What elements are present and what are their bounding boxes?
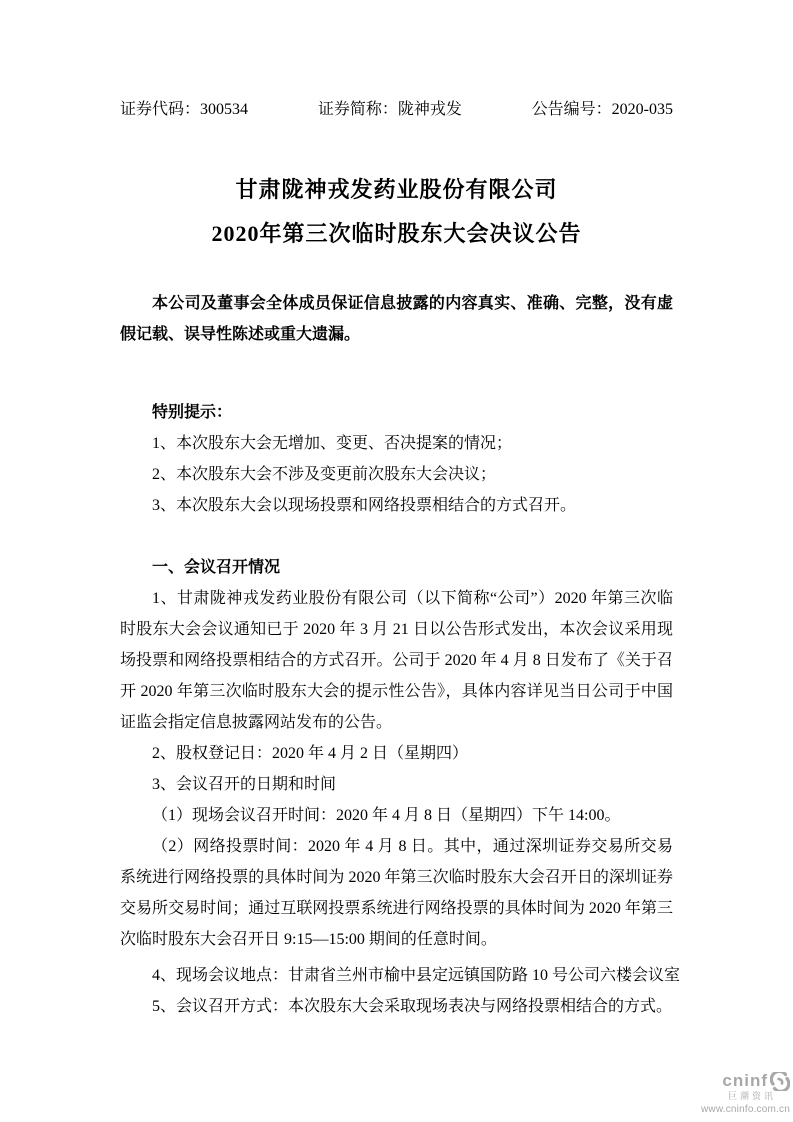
cninfo-name: 巨潮资讯 <box>727 1091 776 1102</box>
document-title-line2: 2020年第三次临时股东大会决议公告 <box>211 221 582 246</box>
special-notice-heading: 特别提示： <box>152 404 233 421</box>
special-notice-item-3: 3、本次股东大会以现场投票和网络投票相结合的方式召开。 <box>152 497 577 514</box>
section1-heading: 一、会议召开情况 <box>152 559 281 576</box>
special-notice-block <box>120 397 673 521</box>
document-title-line1: 甘肃陇神戎发药业股份有限公司 <box>235 177 558 202</box>
cninfo-swirl-icon <box>770 1072 790 1091</box>
section1-line-5: 5、会议召开方式：本次股东大会采取现场表决与网络投票相结合的方式。 <box>152 998 673 1015</box>
special-notice-item-1: 1、本次股东大会无增加、变更、否决提案的情况； <box>152 435 513 452</box>
document-page <box>120 0 681 1022</box>
stock-code: 证券代码：300534 <box>120 101 249 118</box>
section1-line-4: 4、现场会议地点：甘肃省兰州市榆中县定远镇国防路 10 号公司六楼会议室 <box>152 967 681 984</box>
document-title <box>120 168 673 256</box>
announcement-number: 公告编号：2020-035 <box>531 101 673 118</box>
special-notice-item-2: 2、本次股东大会不涉及变更前次股东大会决议； <box>152 466 497 483</box>
section1-line-3-1: （1）现场会议召开时间：2020 年 4 月 8 日（星期四）下午 14:00。 <box>152 807 621 824</box>
section1-line-2: 2、股权登记日：2020 年 4 月 2 日（星期四） <box>152 745 469 762</box>
cninfo-brand: cninf <box>722 1071 768 1091</box>
document-header-row <box>120 96 673 119</box>
section1-line-3: 3、会议召开的日期和时间 <box>152 776 337 793</box>
section1-paragraph-3-2: （2）网络投票时间：2020 年 4 月 8 日。其中，通过深圳证券交易所交易系统进行网络投票的具体时间为 2020 年第三次临时股东大会召开日的深圳证券交易所交易时间；通过互联网投票系统进行网络投票的具体时间为 2020 年第三次临时股东大会召开日 9:15—15:00 期间的任意时间。 <box>120 838 673 948</box>
section1-paragraph-1: 1、甘肃陇神戎发药业股份有限公司（以下简称“公司”）2020 年第三次临时股东大会会议通知已于 2020 年 3 月 21 日以公告形式发出，本次会议采用现场投票和网络投票相结合的方式召开。公司于 2020 年 4 月 8 日发布了《关于召开 2020 年第三次临时股东大会的提示性公告》，具体内容详见当日公司于中国证监会指定信息披露网站发布的公告。 <box>120 590 673 731</box>
disclaimer-paragraph: 本公司及董事会全体成员保证信息披露的内容真实、准确、完整，没有虚假记载、误导性陈述或重大遗漏。 <box>120 295 673 343</box>
cninfo-logo <box>701 1072 790 1115</box>
stock-name: 证券简称：陇神戎发 <box>317 101 462 118</box>
cninfo-url: www.cninfo.com.cn <box>701 1104 790 1115</box>
